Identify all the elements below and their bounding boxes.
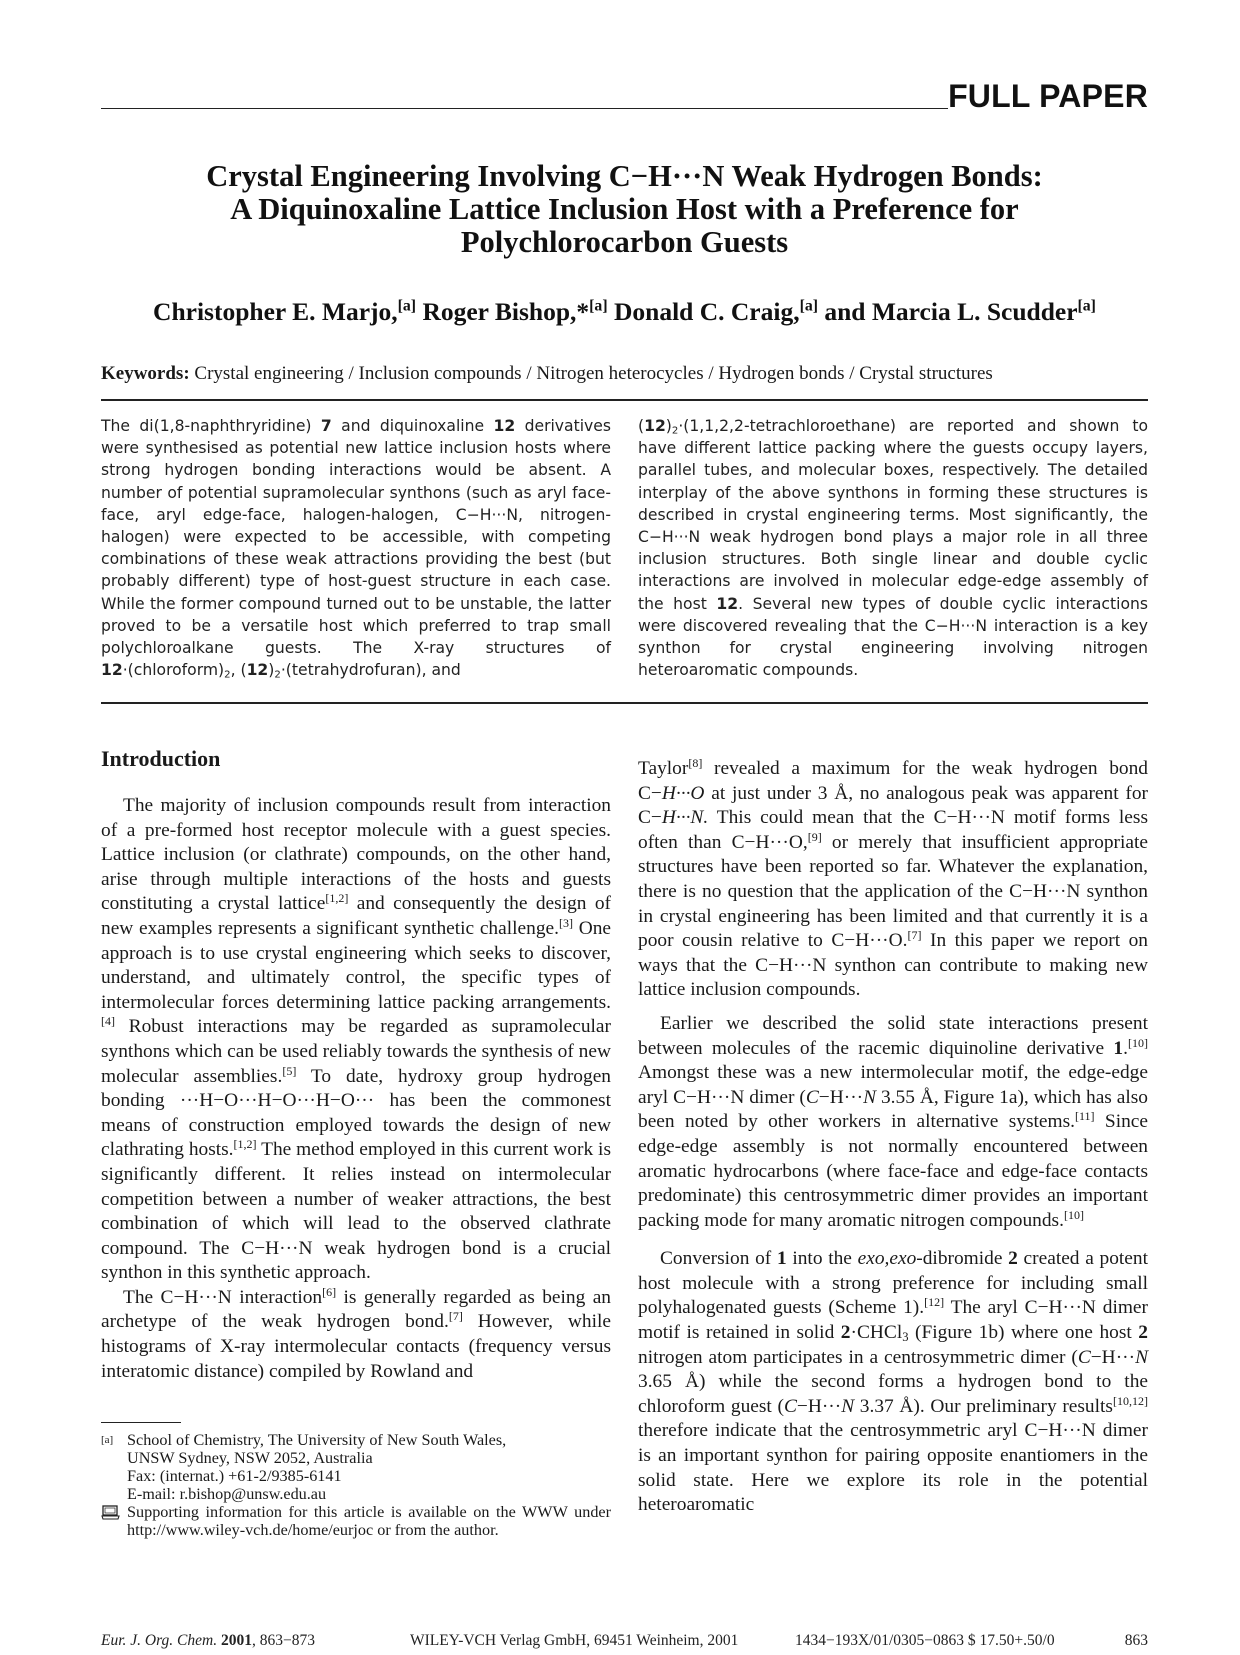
text: is generally regarded as being an archetype of the weak hydrogen bond. [101, 1286, 611, 1333]
text: The majority of inclusion compounds result from interaction of a pre-formed host receptor molecule with a guest species. Lattice inclusion (or clathrate) compounds, on the other hand, arise through multiple interactions of the hosts and guests constituting a crystal lattice [101, 795, 611, 915]
footnote-mark: [a] [101, 1434, 114, 1446]
text: 3.55 Å, Figure 1a), which has also been noted by other workers in alternative systems. [638, 1086, 1149, 1133]
body-left-column [101, 794, 611, 1384]
reference: [6] [322, 1284, 337, 1299]
text: nitrogen atom participates in a centrosymmetric dimer ( [638, 1346, 1078, 1368]
reference: [3] [558, 915, 573, 930]
section-heading: Introduction [101, 746, 221, 771]
footnote-rule [101, 1422, 181, 1423]
abstract-text: ·(1,1,2,2-tetrachloroethane) are reported and shown to have different lattice packing where the guests occupy layers, parallel tubes, and molecular boxes, respectively. The detailed interplay of the above synthons in forming these structures is described in crystal engineering terms. Most significantly, the C−H···N weak hydrogen bond plays a major role in all three inclusion structures. Both single linear and double cyclic interactions are involved in molecular edge-edge assembly of the host [638, 417, 1148, 613]
abstract-text: ) [268, 661, 275, 680]
paragraph [638, 1247, 1148, 1518]
abstract-text: . Several new types of double cyclic interactions were discovered revealing that the C−H···N interaction is a key synthon for crystal engineering involving nitrogen heteroaromatic compounds. [638, 594, 1148, 680]
reference: [10,12] [1112, 1393, 1148, 1408]
text: or merely that insufficient appropriate structures have been reported so far. Whatever the explanation, there is no question that the application of the C−H···N synthon in crystal engineering has been limited and that currently it is a poor cousin relative to C−H···O. [638, 831, 1148, 952]
supporting-info-block [101, 1503, 611, 1539]
abstract-right-column [638, 415, 1148, 681]
reference: [10] [1127, 1035, 1148, 1050]
compound-number: 1 [1113, 1037, 1124, 1059]
text: However, while histograms of X-ray intermolecular contacts (frequency versus interatomic distance) compiled by Rowland and [101, 1311, 611, 1382]
text: 3.65 Å) while the second forms a hydrogen bond to the chloroform guest ( [638, 1371, 1148, 1417]
text: (Figure 1b) where one host [908, 1322, 1139, 1344]
italic-text: H···O [661, 782, 705, 804]
compound-number: 12 [246, 661, 269, 680]
italic-text: C [1077, 1346, 1091, 1368]
paragraph [101, 1286, 611, 1384]
text: This could mean that the C−H···N motif forms less often than C−H···O, [638, 807, 1148, 853]
text: revealed a maximum for the weak hydrogen bond C− [638, 758, 1148, 804]
abstract-text: and diquinoxaline [331, 417, 494, 435]
header-rule [101, 108, 948, 109]
paragraph [638, 757, 1148, 1003]
keywords-label: Keywords: [101, 363, 190, 384]
abstract-text: ) [665, 417, 672, 435]
text: -dibromide [916, 1248, 1009, 1270]
journal-year: 2001 [220, 1632, 252, 1649]
reference: [9] [807, 829, 822, 844]
body-right-column [638, 757, 1148, 1518]
text: into the [786, 1248, 858, 1270]
reference: [12] [924, 1295, 945, 1310]
italic-text: N [1135, 1346, 1148, 1368]
author-name: and Marcia L. Scudder [824, 297, 1078, 326]
text: −H··· [1090, 1346, 1136, 1368]
affiliation-mark: [a] [799, 297, 818, 315]
subscript: 2 [671, 425, 679, 437]
italic-text: N [863, 1086, 877, 1108]
fax-line: Fax: (internat.) +61-2/9385-6141 [127, 1467, 342, 1485]
keywords [101, 363, 1148, 385]
journal-citation [101, 1632, 315, 1650]
reference: [10] [1063, 1207, 1084, 1222]
page-number: 863 [1124, 1632, 1148, 1649]
text: . [1123, 1037, 1128, 1059]
subscript: 2 [224, 669, 231, 681]
author-list [101, 297, 1148, 327]
text: at just under 3 Å, no analogous peak was apparent for C− [638, 782, 1148, 829]
compound-number: 12 [101, 661, 123, 680]
italic-text: H···N. [661, 807, 709, 829]
address-line: School of Chemistry, The University of New South Wales, [127, 1431, 507, 1449]
compound-number: 12 [644, 417, 666, 435]
affiliation-mark: [a] [1077, 297, 1096, 315]
text: created a potent host molecule with a strong preference for including small polyhalogenated guests (Scheme 1). [638, 1248, 1148, 1319]
abstract-left-column [101, 415, 611, 681]
compound-number: 12 [716, 594, 739, 613]
compound-number: 7 [320, 417, 332, 435]
section-label: FULL PAPER [948, 78, 1148, 114]
text: Amongst these was a new intermolecular motif, the edge-edge aryl C−H···N dimer ( [638, 1062, 1148, 1108]
text: −H··· [818, 1086, 864, 1108]
abstract-text: derivatives were synthesised as potential new lattice inclusion hosts where strong hydrogen bonding interactions would be absent. A number of potential supramolecular synthons (such as aryl face-face, aryl edge-face, halogen-halogen, C−H···N, nitrogen-halogen) were expected to be accessible, with competing combinations of these weak attractions providing the best (but probably different) type of host-guest structure in each case. While the former compound turned out to be unstable, the latter proved to be a versatile host which preferred to trap small polychloroalkane guests. The X-ray structures of [101, 417, 611, 658]
title-line: Polychlorocarbon Guests [460, 225, 789, 259]
abstract-text: ·(tetrahydrofuran), and [280, 661, 461, 680]
text: One approach is to use crystal engineering which seeks to discover, understand, and ultimately control, the specific types of intermolecular forces determining lattice packing arrangements. [101, 917, 611, 1013]
reference: [1,2] [233, 1137, 257, 1152]
affiliation-footnote [101, 1431, 611, 1539]
article-title [101, 160, 1148, 259]
text: ·CHCl [850, 1322, 903, 1344]
text: Taylor [638, 758, 689, 779]
compound-number: 2 [1138, 1322, 1148, 1344]
text: The method employed in this current work is significantly different. It relies instead on intermolecular competition between a number of weaker attractions, the best combination of which will lead to the observed clathrate compound. The C−H···N weak hydrogen bond is a crucial synthon in this synthetic approach. [101, 1139, 611, 1284]
author-name: Christopher E. Marjo, [153, 297, 398, 326]
affiliation-mark: [a] [397, 297, 417, 315]
text: therefore indicate that the centrosymmetric aryl C−H···N dimer is an important synthon for pairing opposite enantiomers in the solid state. Here we explore its role in the potential heteroaromatic [638, 1420, 1148, 1516]
affiliation-address [127, 1431, 611, 1503]
compound-number: 2 [1008, 1248, 1018, 1270]
italic-text: N [841, 1395, 855, 1417]
reference: [8] [688, 755, 703, 770]
affiliation-mark: [a] [589, 297, 608, 315]
abstract-text: ·(chloroform) [122, 661, 225, 680]
text: The aryl C−H···N dimer motif is retained in solid [638, 1297, 1148, 1344]
compound-number: 2 [840, 1322, 851, 1344]
subscript: 3 [902, 1330, 909, 1345]
author-name: Donald C. Craig, [613, 297, 800, 326]
text: Earlier we described the solid state interactions present between molecules of the racemic diquinoline derivative [638, 1012, 1148, 1059]
affiliation-block [101, 1431, 611, 1503]
italic-text: C [783, 1395, 797, 1417]
text: In this paper we report on ways that the C−H···N synthon can contribute to making new lattice inclusion compounds. [638, 930, 1148, 1001]
text: The C−H···N interaction [123, 1286, 323, 1308]
text: Conversion of [660, 1248, 777, 1270]
keywords-text: Crystal engineering / Inclusion compounds / Nitrogen heterocycles / Hydrogen bonds / Crystal structures [194, 363, 993, 384]
journal-name: Eur. J. Org. Chem. [101, 1632, 218, 1649]
email-line: E-mail: r.bishop@unsw.edu.au [127, 1485, 327, 1503]
text: and consequently the design of new examples represents a significant synthetic challenge. [101, 893, 611, 939]
abstract-text: ( [638, 417, 645, 435]
abstract-bottom-rule [101, 702, 1148, 704]
abstract-top-rule [101, 399, 1148, 401]
reference: [4] [101, 1014, 116, 1029]
reference: [11] [1074, 1109, 1095, 1124]
text: To date, hydroxy group hydrogen bonding ···H−O···H−O···H−O··· has been the commonest means of construction employed towards the design of new clathrating hosts. [101, 1065, 611, 1161]
reference: [5] [282, 1063, 297, 1078]
text: 3.37 Å). Our preliminary results [854, 1395, 1113, 1417]
abstract-text: The di(1,8-naphthryridine) [101, 417, 321, 435]
italic-text: C [805, 1086, 819, 1108]
text: Since edge-edge assembly is not normally encountered between aromatic hydrocarbons (where face-face and edge-face contacts predominate) this centrosymmetric dimer provides an important packing mode for many aromatic nitrogen compounds. [638, 1111, 1148, 1231]
author-name: Roger Bishop,* [422, 297, 590, 326]
paragraph [638, 1012, 1148, 1233]
text: Robust interactions may be regarded as supramolecular synthons which can be used reliably towards the synthesis of new molecular assemblies. [101, 1016, 611, 1087]
paragraph [101, 794, 611, 1286]
computer-icon [101, 1503, 127, 1539]
title-line: A Diquinoxaline Lattice Inclusion Host with a Preference for [230, 192, 1019, 226]
abstract-text: , ( [230, 661, 247, 680]
supporting-info-text: Supporting information for this article is available on the WWW under http://www.wiley-vch.de/home/eurjoc or from the author. [127, 1503, 611, 1539]
title-line: Crystal Engineering Involving C−H···N Weak Hydrogen Bonds: [206, 159, 1043, 193]
reference: [7] [907, 927, 922, 942]
compound-number: 12 [493, 417, 516, 435]
reference: [7] [448, 1309, 463, 1324]
publisher-line: WILEY-VCH Verlag GmbH, 69451 Weinheim, 2001 [410, 1632, 739, 1649]
compound-number: 1 [776, 1248, 787, 1270]
subscript: 2 [274, 669, 281, 681]
page-range: , 863−873 [251, 1632, 315, 1649]
text: −H··· [796, 1395, 842, 1417]
reference: [1,2] [325, 891, 349, 906]
issn-line: 1434−193X/01/0305−0863 $ 17.50+.50/0 [795, 1632, 1055, 1649]
italic-text: exo,exo [857, 1248, 917, 1270]
address-line: UNSW Sydney, NSW 2052, Australia [127, 1449, 373, 1467]
